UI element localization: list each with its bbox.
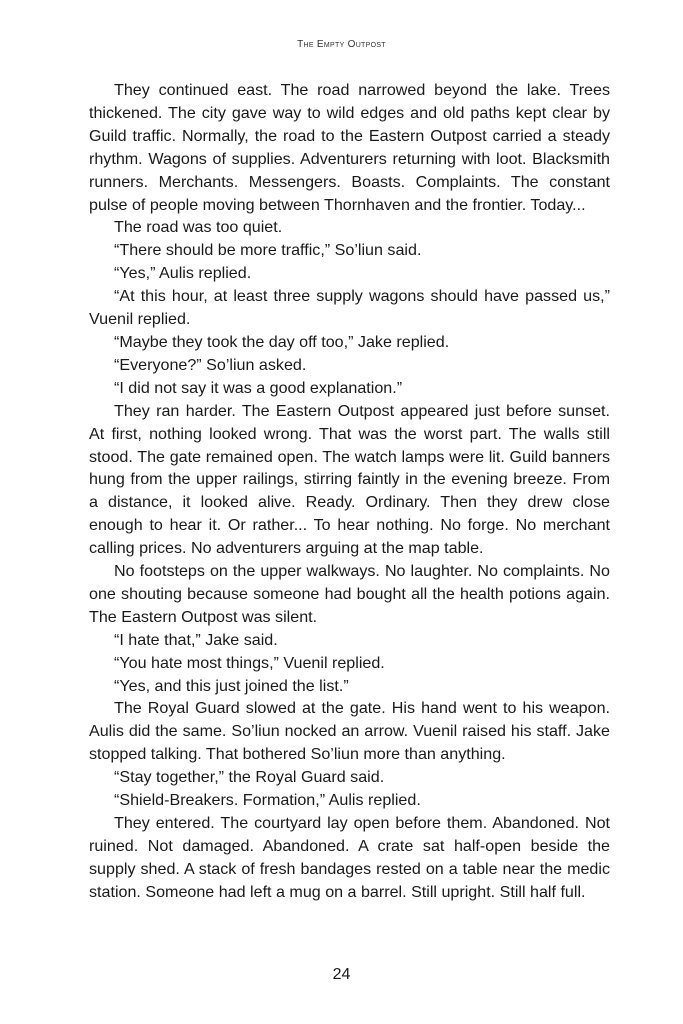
paragraph: “I did not say it was a good explanation.” [114, 378, 403, 397]
paragraph: They continued east. The road narrowed beyond the lake. Trees thickened. The city gave way to wild edges and old paths kept clear by Guild traffic. Normally, the road to the Eastern Outpost carried a steady rhythm. Wagons of supplies. Adventurers returning with loot. Blacksmith runners. Merchants. Messengers. Boasts. Complaints. The constant pulse of people moving between Thornhaven and the frontier. Today... [89, 81, 610, 214]
paragraph: No footsteps on the upper walkways. No laughter. No complaints. No one shouting because someone had bought all the health potions again. The Eastern Outpost was silent. [89, 562, 610, 626]
paragraph: “Stay together,” the Royal Guard said. [114, 768, 385, 787]
paragraph: The Royal Guard slowed at the gate. His hand went to his weapon. Aulis did the same. So’liun nocked an arrow. Vuenil raised his staff. Jake stopped talking. That bothered So’liun more than anything. [89, 699, 610, 764]
paragraph: The road was too quiet. [114, 218, 283, 237]
paragraph: “You hate most things,” Vuenil replied. [114, 653, 385, 672]
paragraph: “I hate that,” Jake said. [114, 630, 278, 649]
paragraph: They ran harder. The Eastern Outpost appeared just before sunset. At first, nothing looked wrong. That was the worst part. The walls still stood. The gate remained open. The watch lamps were lit. Guild banners hung from the upper railings, stirring faintly in the evening breeze. From a distance, it looked alive. Ready. Ordinary. Then they drew close enough to hear it. Or rather... To hear nothing. No forge. No merchant calling prices. No adventurers arguing at the map table. [89, 401, 610, 558]
paragraph: “Everyone?” So’liun asked. [114, 355, 307, 374]
paragraph: “There should be more traffic,” So’liun said. [114, 241, 422, 260]
paragraph: “Yes, and this just joined the list.” [114, 676, 349, 695]
running-title: The Empty Outpost [297, 39, 386, 50]
page-number: 24 [332, 966, 351, 983]
body-text [89, 79, 610, 904]
paragraph: They entered. The courtyard lay open before them. Abandoned. Not ruined. Not damaged. Abandoned. A crate sat half-open beside the supply shed. A stack of fresh bandages rested on a table near the medic station. Someone had left a mug on a barrel. Still upright. Still half full. [89, 814, 610, 901]
paragraph: “At this hour, at least three supply wagons should have passed us,” Vuenil replied. [89, 287, 610, 329]
paragraph: “Yes,” Aulis replied. [114, 264, 252, 283]
paragraph: “Shield-Breakers. Formation,” Aulis replied. [114, 791, 421, 810]
paragraph: “Maybe they took the day off too,” Jake replied. [114, 332, 450, 351]
